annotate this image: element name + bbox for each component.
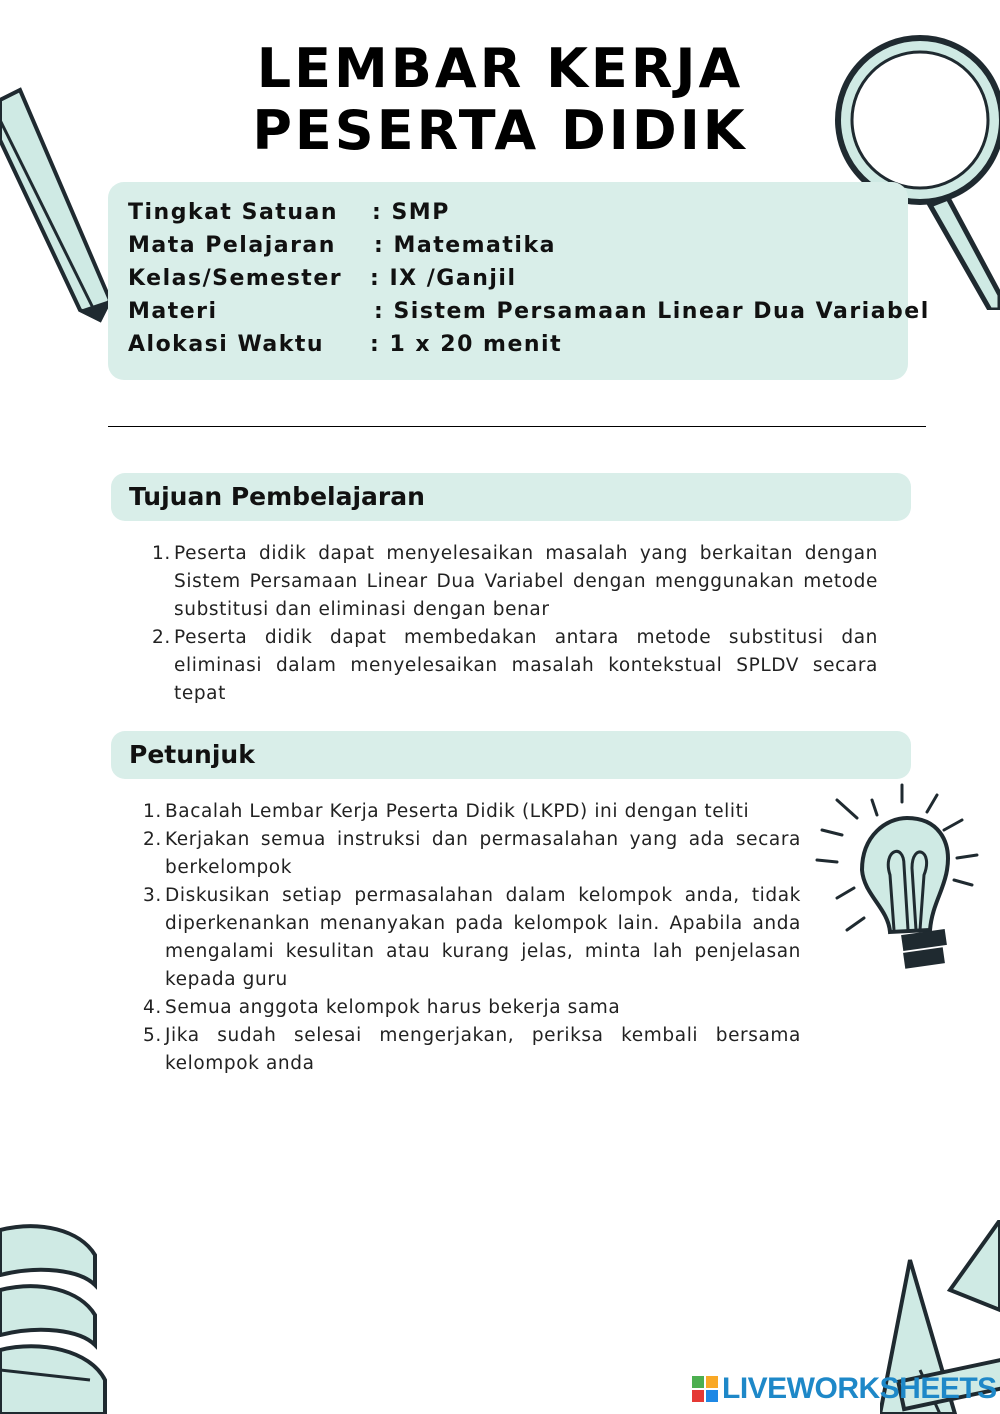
info-value: : IX /Ganjil	[370, 266, 517, 291]
identity-info-box	[108, 182, 930, 380]
petunjuk-heading: Petunjuk	[129, 740, 255, 769]
info-value: : Sistem Persamaan Linear Dua Variabel	[374, 299, 930, 324]
page-title	[0, 38, 1000, 162]
tujuan-heading: Tujuan Pembelajaran	[129, 482, 425, 511]
title-line-1: LEMBAR KERJA	[256, 37, 744, 100]
list-item-number: 3.	[143, 885, 162, 906]
list-item-text: Peserta didik dapat membedakan antara metode substitusi dan eliminasi dalam menyelesaikan masalah kontekstual SPLDV secara tepat	[174, 627, 878, 704]
petunjuk-list	[143, 798, 801, 1078]
watermark-text: LIVEWORKSHEETS	[722, 1372, 997, 1405]
list-item	[143, 1022, 801, 1078]
info-value: : 1 x 20 menit	[370, 332, 563, 357]
info-label: Mata Pelajaran	[128, 233, 336, 258]
info-label: Kelas/Semester	[128, 266, 343, 291]
info-label: Tingkat Satuan	[128, 200, 338, 225]
divider	[108, 426, 926, 427]
list-item	[152, 624, 878, 708]
list-item	[152, 540, 878, 624]
list-item-number: 1.	[143, 801, 162, 822]
info-value: : Matematika	[374, 233, 556, 258]
info-value: : SMP	[372, 200, 450, 225]
tujuan-list	[152, 540, 878, 708]
liveworksheets-logo-icon	[692, 1376, 718, 1402]
list-item-text: Diskusikan setiap permasalahan dalam kelompok anda, tidak diperkenankan menanyakan pada kelompok lain. Apabila anda mengalami kesulitan atau kurang jelas, minta lah penjelasan kepada guru	[165, 885, 801, 990]
list-item	[143, 994, 801, 1022]
list-item-text: Peserta didik dapat menyelesaikan masalah yang berkaitan dengan Sistem Persamaan Linear Dua Variabel dengan menggunakan metode substitusi dan eliminasi dengan benar	[174, 543, 878, 620]
lightbulb-icon	[812, 780, 992, 980]
list-item-number: 2.	[152, 627, 171, 648]
liveworksheets-watermark[interactable]	[692, 1372, 997, 1408]
info-label: Alokasi Waktu	[128, 332, 325, 357]
list-item-number: 1.	[152, 543, 171, 564]
list-item-text: Semua anggota kelompok harus bekerja sama	[165, 997, 621, 1018]
list-item-number: 4.	[143, 997, 162, 1018]
list-item	[143, 798, 801, 826]
list-item	[143, 882, 801, 994]
list-item-number: 2.	[143, 829, 162, 850]
books-icon	[0, 1210, 110, 1414]
petunjuk-section-header	[111, 731, 911, 779]
title-line-2: PESERTA DIDIK	[252, 99, 748, 162]
list-item-text: Kerjakan semua instruksi dan permasalahan yang ada secara berkelompok	[165, 829, 801, 878]
list-item-text: Bacalah Lembar Kerja Peserta Didik (LKPD) ini dengan teliti	[165, 801, 750, 822]
info-label: Materi	[128, 299, 218, 324]
tujuan-section-header	[111, 473, 911, 521]
list-item-number: 5.	[143, 1025, 162, 1046]
list-item-text: Jika sudah selesai mengerjakan, periksa kembali bersama kelompok anda	[165, 1025, 801, 1074]
list-item	[143, 826, 801, 882]
